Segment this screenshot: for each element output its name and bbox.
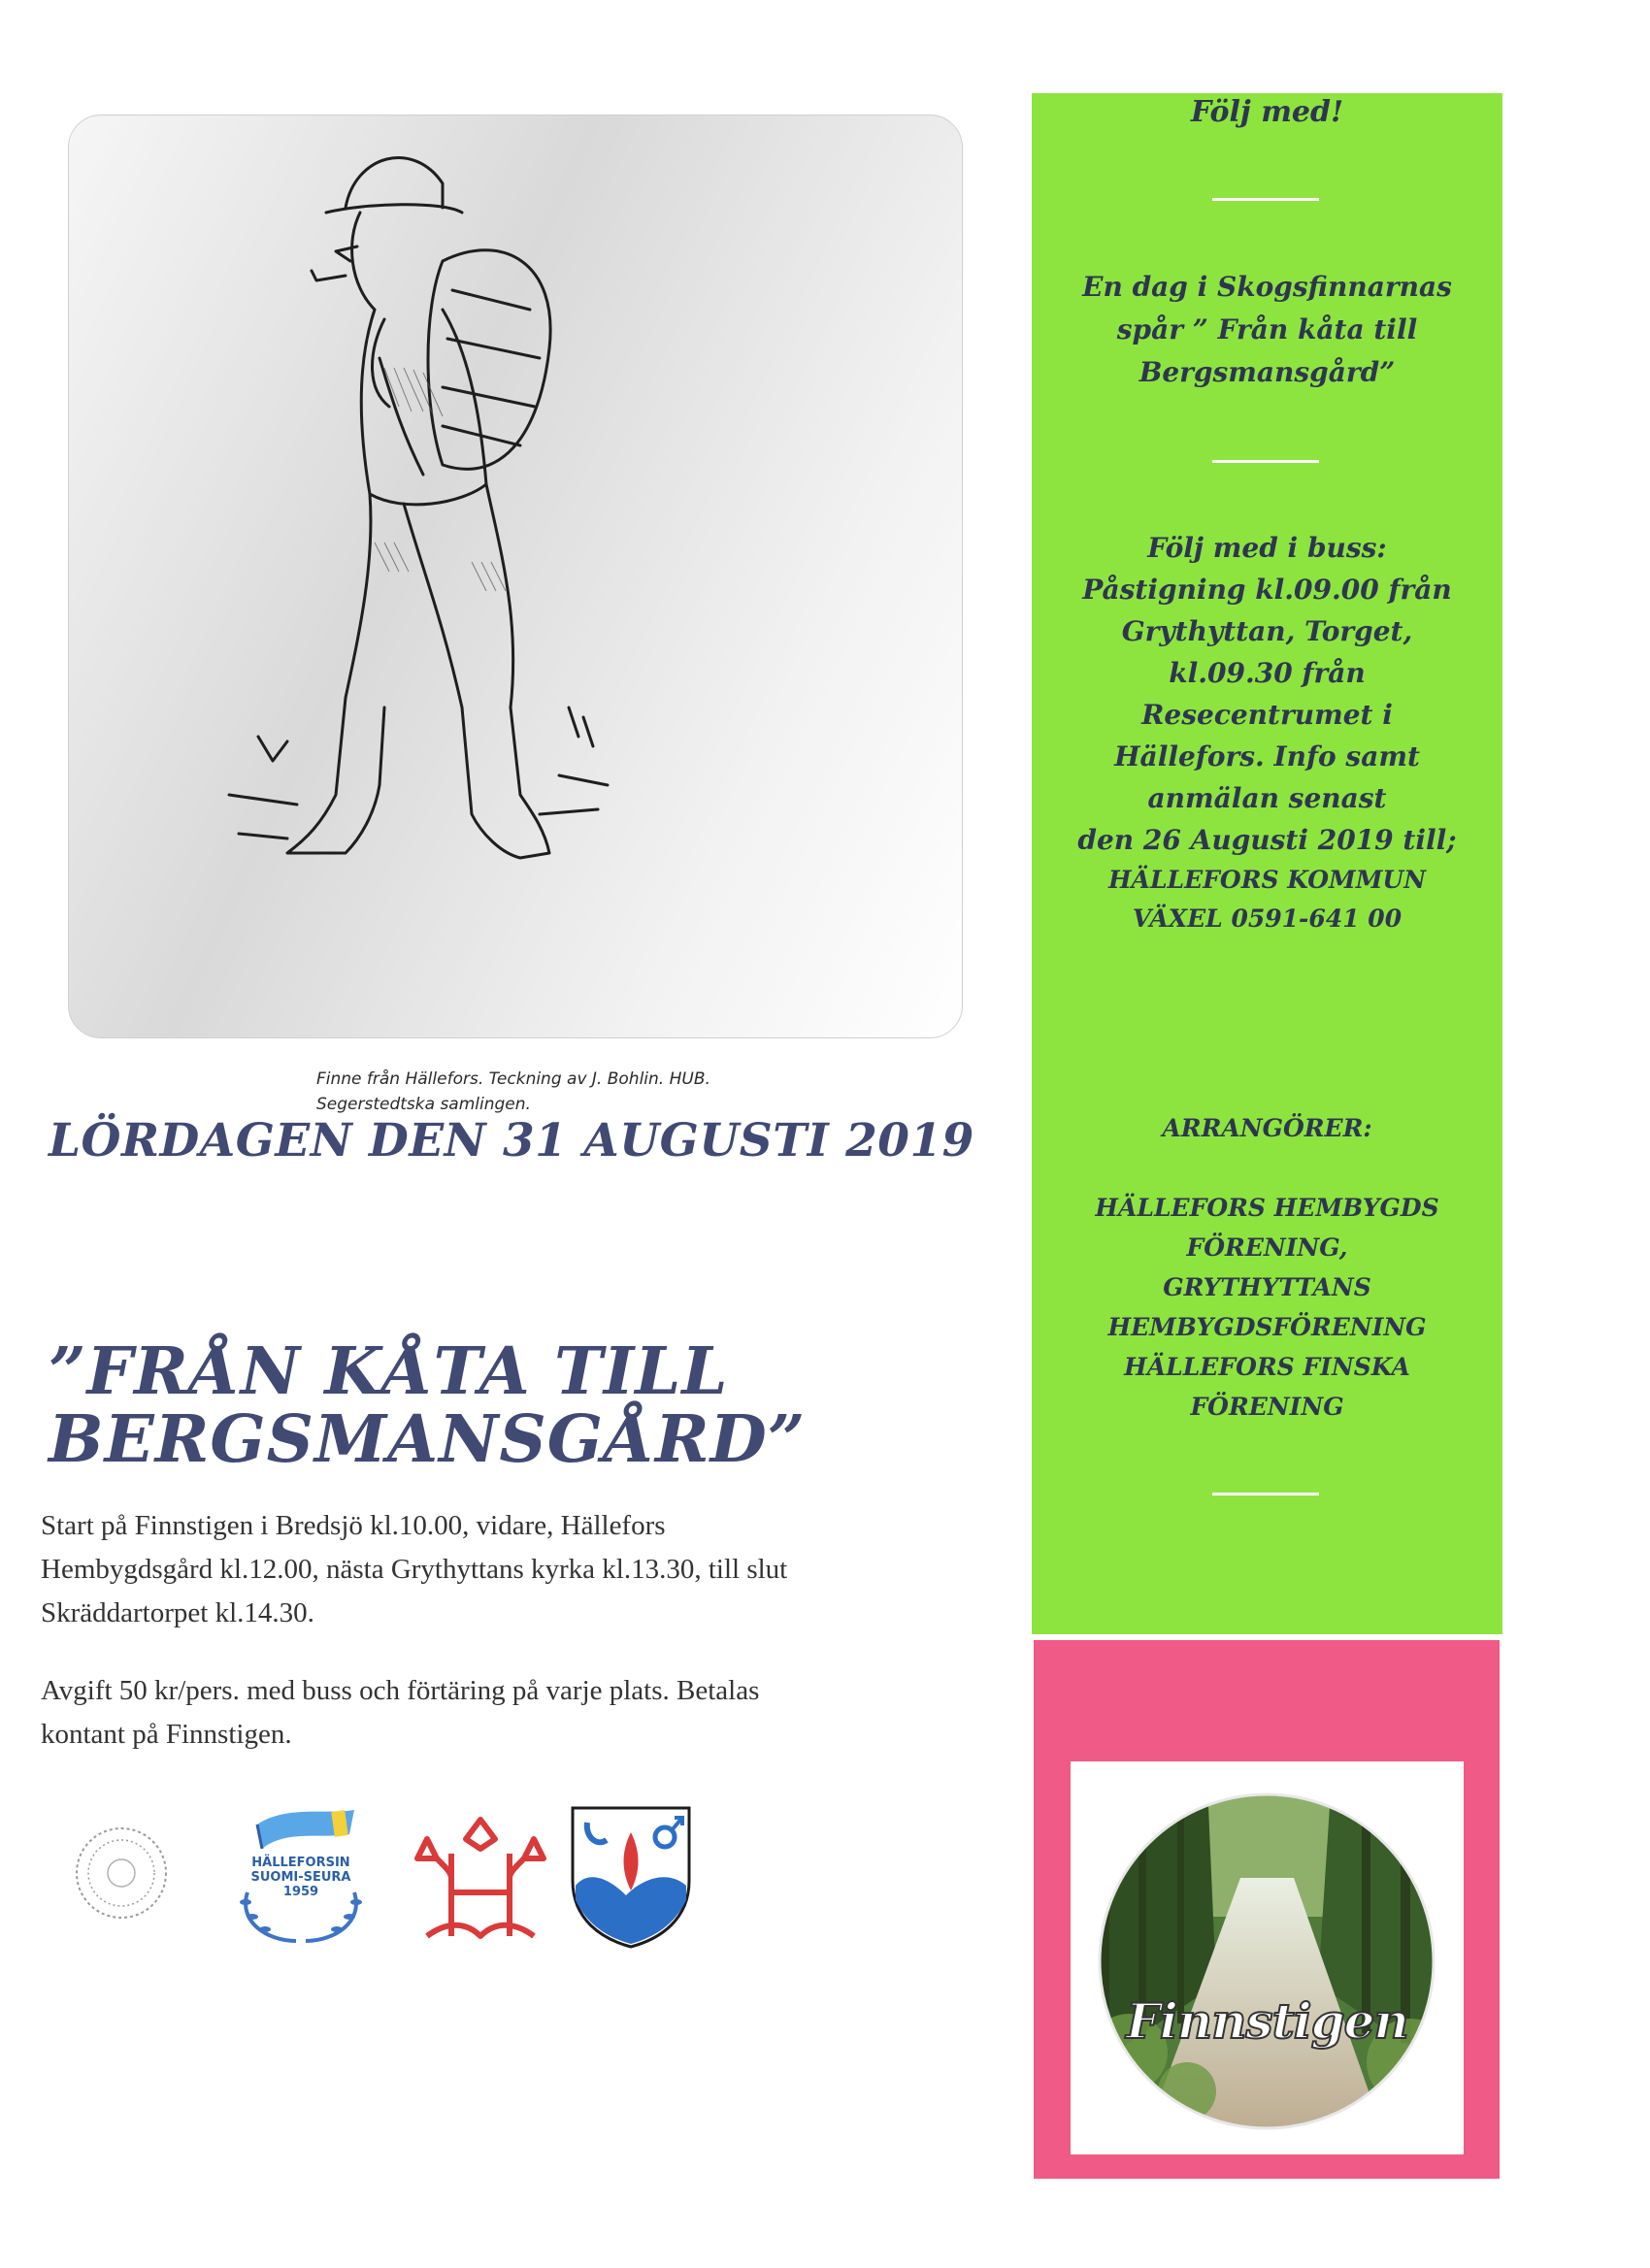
event-title	[49, 1332, 941, 1477]
route-paragraph	[41, 1504, 992, 1635]
sidebar-heading: Följ med!	[1190, 95, 1344, 129]
route-line-3: Skräddartorpet kl.14.30.	[41, 1597, 314, 1628]
bus-line-10: VÄXEL 0591-641 00	[1132, 904, 1402, 933]
badge-frame	[1071, 1761, 1464, 2154]
org-line-1: HÄLLEFORS HEMBYGDS	[1095, 1194, 1439, 1222]
org-line-6: FÖRENING	[1190, 1393, 1344, 1421]
finnstigen-badge-panel	[1034, 1640, 1500, 2179]
caption-line-2: Segerstedtska samlingen.	[316, 1095, 531, 1114]
sidebar-divider-1	[1212, 198, 1319, 201]
sidebar-intro	[1032, 266, 1502, 394]
bus-line-5: Resecentrumet i	[1141, 699, 1393, 731]
bus-line-9: HÄLLEFORS KOMMUN	[1107, 866, 1427, 894]
sidebar-divider-2	[1212, 460, 1319, 463]
intro-line-2: spår ” Från kåta till	[1116, 313, 1418, 345]
bus-line-6: Hällefors. Info samt	[1114, 740, 1420, 772]
suomi-seura-logo	[218, 1795, 383, 1951]
organizers-heading: ARRANGÖRER:	[1162, 1114, 1372, 1142]
fee-line-2: kontant på Finnstigen.	[41, 1719, 292, 1750]
finnstigen-label: Finnstigen	[1126, 1992, 1408, 2050]
bus-line-1: Följ med i buss:	[1147, 532, 1387, 564]
caption-line-1: Finne från Hällefors. Teckning av J. Bohlin. HUB.	[316, 1069, 710, 1089]
hiker-drawing	[151, 115, 962, 1037]
org-line-3: GRYTHYTTANS	[1163, 1273, 1371, 1301]
club-year: 1959	[282, 1885, 319, 1899]
org-line-5: HÄLLEFORS FINSKA	[1124, 1353, 1410, 1381]
intro-line-3: Bergsmansgård”	[1138, 356, 1396, 388]
bus-line-8: den 26 Augusti 2019 till;	[1077, 824, 1457, 856]
route-line-2: Hembygdsgård kl.12.00, nästa Grythyttans kyrka kl.13.30, till slut	[41, 1554, 788, 1585]
org-line-2: FÖRENING,	[1186, 1233, 1348, 1262]
club-name-line-2: SUOMI-SEURA	[250, 1870, 351, 1885]
bus-line-2: Påstigning kl.09.00 från	[1082, 574, 1452, 606]
title-line-1: ”FRÅN KÅTA TILL	[49, 1332, 729, 1409]
sketch-card	[68, 115, 963, 1114]
bus-line-7: anmälan senast	[1147, 782, 1387, 814]
hiker-illustration	[151, 115, 962, 1037]
forest-path-photo	[1071, 1761, 1464, 2154]
event-date: LÖRDAGEN DEN 31 AUGUSTI 2019	[49, 1114, 974, 1167]
organizers-list	[1032, 1188, 1502, 1427]
org-line-4: HEMBYGDSFÖRENING	[1107, 1313, 1427, 1341]
title-line-2: BERGSMANSGÅRD”	[49, 1400, 807, 1477]
route-line-1: Start på Finnstigen i Bredsjö kl.10.00, vidare, Hällefors	[41, 1510, 666, 1541]
sketch-caption	[316, 1067, 918, 1117]
bus-line-3: Grythyttan, Torget,	[1121, 615, 1413, 647]
club-name-line-1: HÄLLEFORSIN	[251, 1856, 350, 1870]
hallefors-crest-logo	[408, 1800, 553, 1950]
fee-paragraph	[41, 1669, 992, 1757]
hembygds-seal-logo	[73, 1824, 170, 1925]
intro-line-1: En dag i Skogsfinnarnas	[1082, 271, 1452, 303]
info-sidebar	[1032, 93, 1502, 1634]
sidebar-divider-3	[1212, 1493, 1319, 1496]
grythyttan-crest-logo	[568, 1803, 694, 1953]
bus-line-4: kl.09.30 från	[1169, 657, 1366, 689]
fee-line-1: Avgift 50 kr/pers. med buss och förtäring på varje plats. Betalas	[41, 1675, 760, 1706]
bus-info	[1032, 527, 1502, 938]
